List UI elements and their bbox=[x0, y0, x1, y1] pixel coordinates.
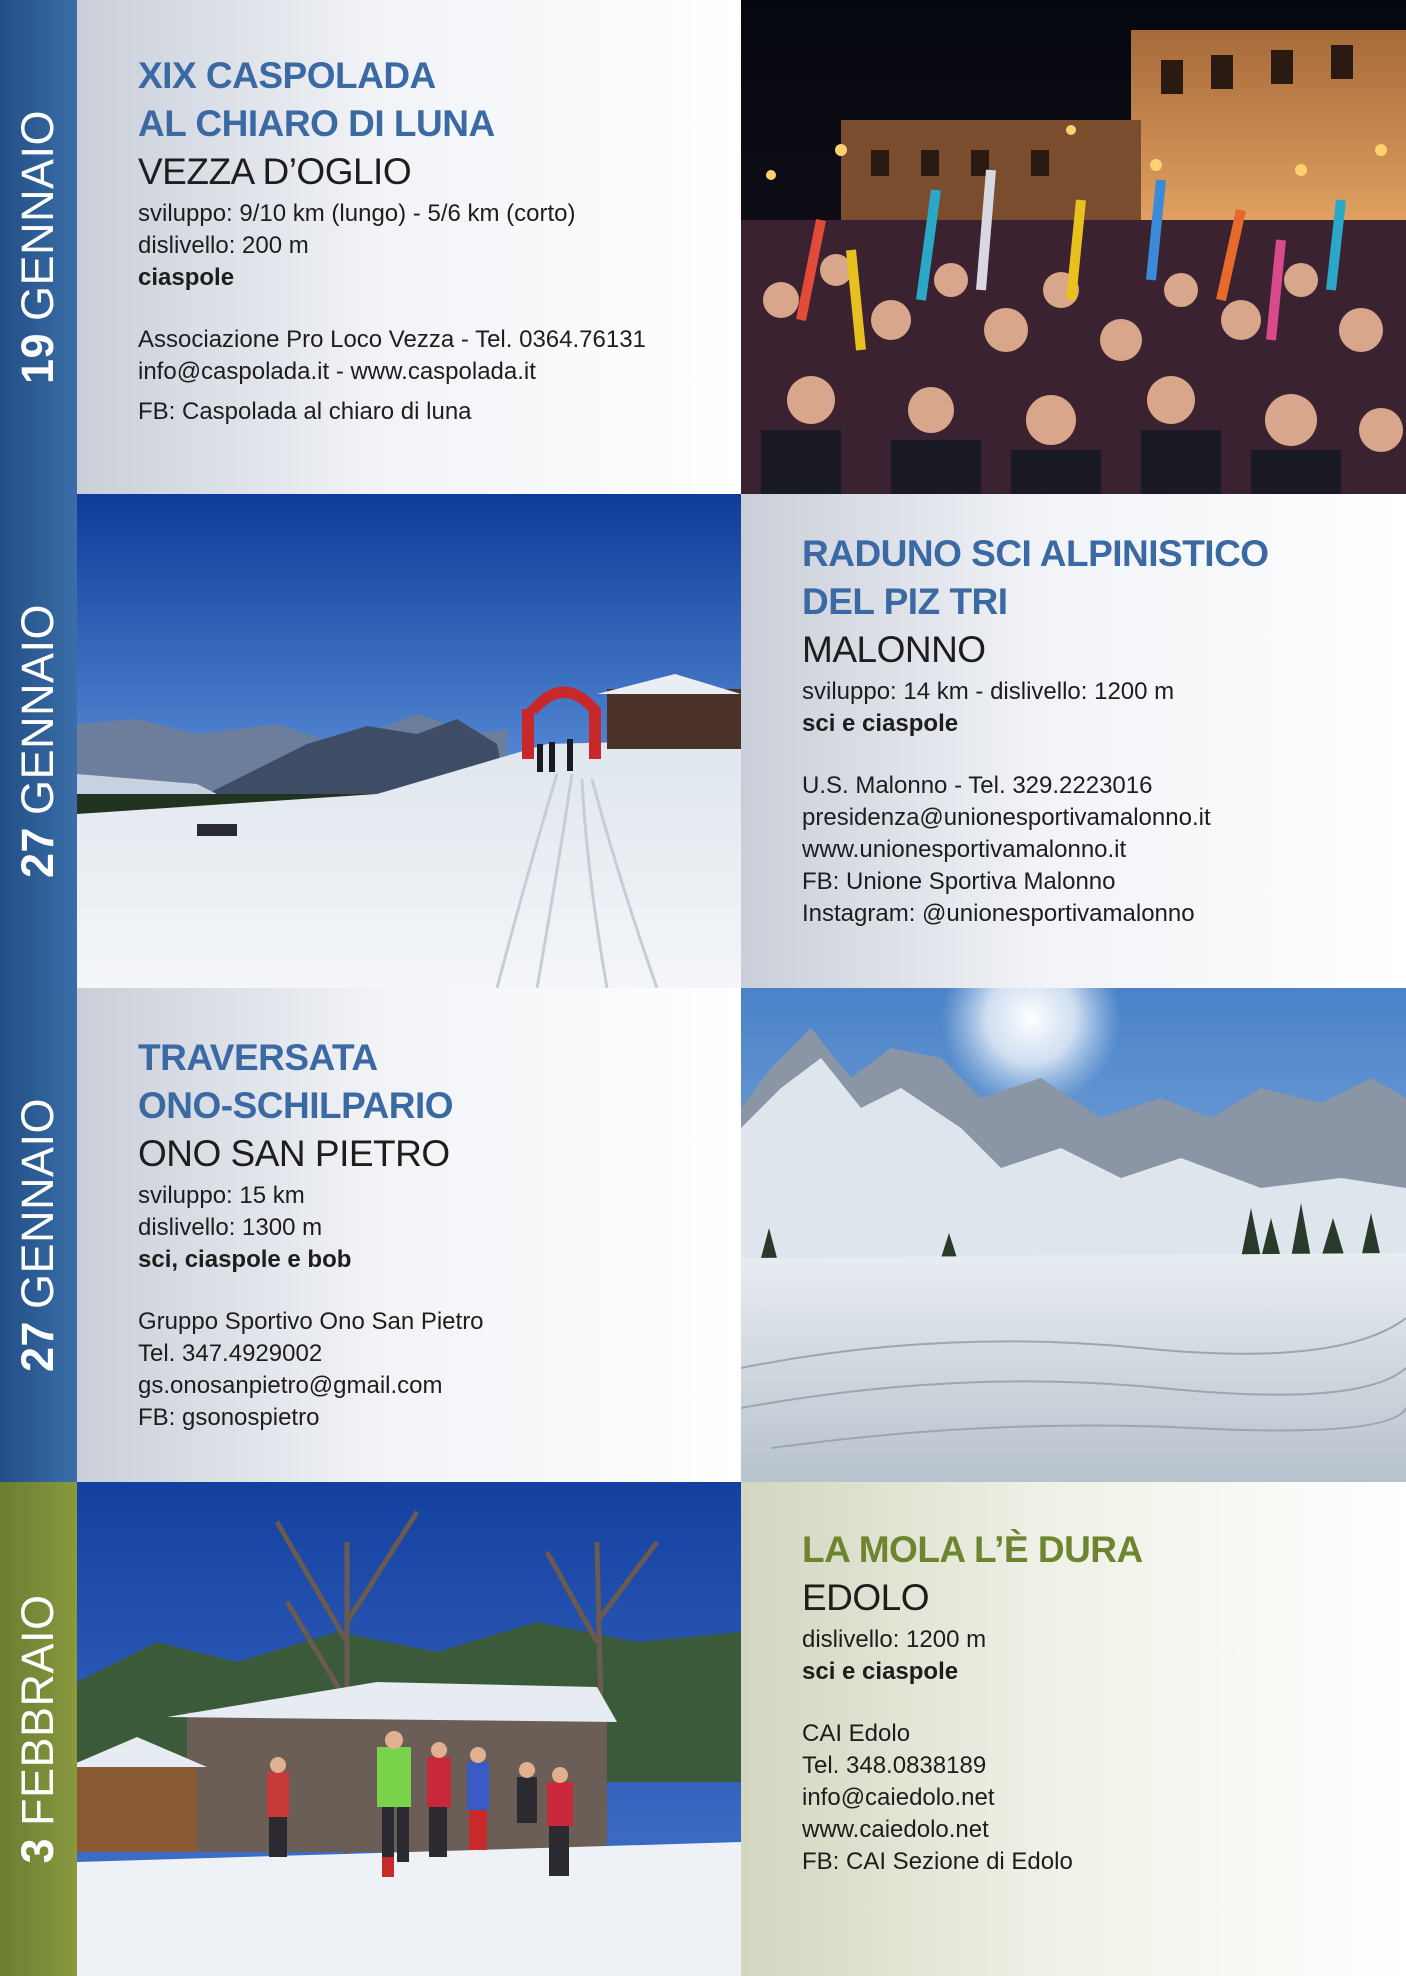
event-date: 27GENNAIO bbox=[12, 1097, 63, 1373]
event-info bbox=[802, 530, 1392, 930]
event-title-line: ONO-SCHILPARIO bbox=[138, 1085, 454, 1126]
event-info bbox=[138, 1034, 728, 1434]
event-place: VEZZA D’OGLIO bbox=[138, 151, 412, 192]
contact-line[interactable]: www.caiedolo.net bbox=[802, 1816, 989, 1843]
event-row-4 bbox=[0, 1482, 1406, 1976]
contact-line[interactable]: Associazione Pro Loco Vezza - Tel. 0364.76131 bbox=[138, 326, 646, 353]
event-title-line: DEL PIZ TRI bbox=[802, 581, 1008, 622]
snowy-mountains-photo bbox=[741, 988, 1406, 1482]
contact-line[interactable]: FB: CAI Sezione di Edolo bbox=[802, 1848, 1073, 1875]
date-band bbox=[0, 1482, 77, 1976]
event-info bbox=[138, 52, 728, 428]
contact-line[interactable]: CAI Edolo bbox=[802, 1720, 911, 1747]
contact-line[interactable]: info@caspolada.it - www.caspolada.it bbox=[138, 358, 536, 385]
event-discipline: ciaspole bbox=[138, 264, 235, 291]
contact-line[interactable]: FB: gsonospietro bbox=[138, 1404, 320, 1431]
contact-line[interactable]: Tel. 347.4929002 bbox=[138, 1340, 323, 1367]
snowy-ski-track-photo bbox=[77, 494, 741, 988]
event-place: MALONNO bbox=[802, 629, 986, 670]
event-title-line: AL CHIARO DI LUNA bbox=[138, 103, 495, 144]
event-date: 3FEBBRAIO bbox=[12, 1594, 63, 1864]
night-crowd-snowshoes-photo bbox=[741, 0, 1406, 494]
event-discipline: sci, ciaspole e bob bbox=[138, 1246, 352, 1273]
event-detail: sviluppo: 14 km - dislivello: 1200 m bbox=[802, 678, 1175, 705]
event-discipline: sci e ciaspole bbox=[802, 710, 959, 737]
event-date: 27GENNAIO bbox=[12, 603, 63, 879]
contact-line[interactable]: presidenza@unionesportivamalonno.it bbox=[802, 804, 1211, 831]
event-place: EDOLO bbox=[802, 1577, 930, 1618]
contact-line[interactable]: FB: Unione Sportiva Malonno bbox=[802, 868, 1116, 895]
contact-line[interactable]: www.unionesportivamalonno.it bbox=[802, 836, 1127, 863]
contact-line[interactable]: Gruppo Sportivo Ono San Pietro bbox=[138, 1308, 484, 1335]
contact-line[interactable]: FB: Caspolada al chiaro di luna bbox=[138, 398, 472, 425]
event-title-line: RADUNO SCI ALPINISTICO bbox=[802, 533, 1269, 574]
event-detail: dislivello: 1300 m bbox=[138, 1214, 323, 1241]
event-detail: dislivello: 200 m bbox=[138, 232, 309, 259]
event-place: ONO SAN PIETRO bbox=[138, 1133, 450, 1174]
event-detail: dislivello: 1200 m bbox=[802, 1626, 987, 1653]
mountain-hut-hikers-photo bbox=[77, 1482, 741, 1976]
contact-line[interactable]: U.S. Malonno - Tel. 329.2223016 bbox=[802, 772, 1153, 799]
event-discipline: sci e ciaspole bbox=[802, 1658, 959, 1685]
contact-line[interactable]: Instagram: @unionesportivamalonno bbox=[802, 900, 1195, 927]
date-band bbox=[0, 494, 77, 988]
event-date: 19GENNAIO bbox=[12, 109, 63, 385]
event-title-line: TRAVERSATA bbox=[138, 1037, 378, 1078]
event-row-2 bbox=[0, 494, 1406, 988]
date-band bbox=[0, 0, 77, 494]
event-title-line: LA MOLA L’È DURA bbox=[802, 1529, 1143, 1570]
contact-line[interactable]: info@caiedolo.net bbox=[802, 1784, 995, 1811]
event-row-1 bbox=[0, 0, 1406, 494]
event-row-3 bbox=[0, 988, 1406, 1482]
event-title-line: XIX CASPOLADA bbox=[138, 55, 436, 96]
contact-line[interactable]: gs.onosanpietro@gmail.com bbox=[138, 1372, 443, 1399]
event-info bbox=[802, 1526, 1392, 1878]
event-detail: sviluppo: 15 km bbox=[138, 1182, 305, 1209]
event-detail: sviluppo: 9/10 km (lungo) - 5/6 km (corto) bbox=[138, 200, 576, 227]
contact-line[interactable]: Tel. 348.0838189 bbox=[802, 1752, 987, 1779]
date-band bbox=[0, 988, 77, 1482]
